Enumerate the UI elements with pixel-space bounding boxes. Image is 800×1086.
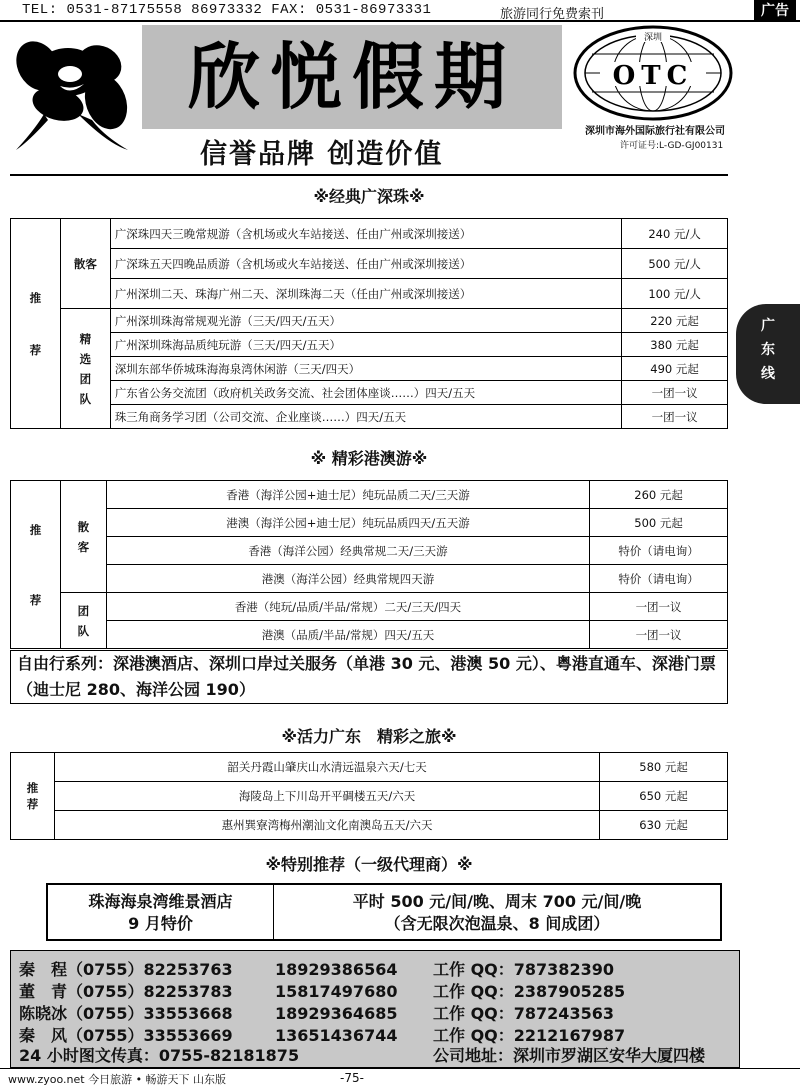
- hotel-price-line: 平时 500 元/间/晚、周末 700 元/间/晚: [352, 892, 642, 911]
- contact-mobile: 15817497680: [275, 982, 398, 1001]
- tour-name: 广州深圳珠海品质纯玩游（三天/四天/五天）: [110, 333, 621, 357]
- ad-badge: 广告: [754, 0, 796, 22]
- tag-char: 荐: [29, 592, 42, 607]
- tag-char: 推: [29, 290, 42, 305]
- side-tab-char: 广: [761, 318, 775, 334]
- special-offer-box: [46, 883, 722, 941]
- otc-globe-logo-icon: [572, 24, 734, 122]
- tour-name: 惠州巽寮湾梅州潮汕文化南澳岛五天/六天: [54, 811, 599, 840]
- page-footer: [0, 1068, 800, 1086]
- otc-top-text: 深圳: [643, 33, 663, 43]
- section-title-classic: ※经典广深珠※: [313, 187, 425, 206]
- tour-name: 香港（海洋公园）经典常规二天/三天游: [106, 537, 589, 565]
- section-title-special: ※特别推荐（一级代理商）※: [265, 855, 473, 874]
- tour-price: 260 元起: [590, 481, 728, 509]
- tour-name: 珠三角商务学习团（公司交流、企业座谈……）四天/五天: [110, 405, 621, 429]
- tour-name: 香港（海洋公园+迪士尼）纯玩品质二天/三天游: [106, 481, 589, 509]
- tour-price: 一团一议: [590, 621, 728, 649]
- slogan: 信誉品牌 创造价值: [200, 139, 444, 170]
- tour-name: 港澳（品质/半品/常规）四天/五天: [106, 621, 589, 649]
- tour-price: 一团一议: [622, 381, 728, 405]
- contact-qq: 工作 QQ：2387905285: [433, 982, 626, 1001]
- free-travel-series: 自由行系列：深港澳酒店、深圳口岸过关服务（单港 30 元、港澳 50 元）、粤港直通车、深港门票（迪士尼 280、海洋公园 190）: [10, 650, 728, 704]
- contact-qq: 工作 QQ：787243563: [433, 1004, 614, 1023]
- tour-price: 240 元/人: [622, 219, 728, 249]
- tour-name: 港澳（海洋公园+迪士尼）纯玩品质四天/五天游: [106, 509, 589, 537]
- tour-price: 特价（请电询）: [590, 537, 728, 565]
- tour-price: 630 元起: [600, 811, 728, 840]
- tag-char: 推: [29, 522, 42, 537]
- contact-name-phone: 秦 风（0755）33553669: [19, 1026, 233, 1045]
- contact-name-phone: 董 青（0755）82253783: [19, 982, 233, 1001]
- tour-price: 220 元起: [622, 309, 728, 333]
- side-tab-char: 东: [761, 342, 775, 358]
- recommend-tag: [11, 481, 61, 649]
- contact-name-phone: 秦 程（0755）82253763: [19, 960, 233, 979]
- tour-name: 广深珠五天四晚品质游（含机场或火车站接送、任由广州或深圳接送）: [110, 249, 621, 279]
- tour-price: 500 元/人: [622, 249, 728, 279]
- fax-number: 24 小时图文传真：0755-82181875: [19, 1046, 300, 1065]
- tour-name: 广州深圳二天、珠海广州二天、深圳珠海二天（任由广州或深圳接送）: [110, 279, 621, 309]
- group-label: 团队: [60, 593, 106, 649]
- recommend-tag: [11, 753, 55, 840]
- company-address: 公司地址：深圳市罗湖区安华大厦四楼: [433, 1046, 706, 1065]
- tour-price: 100 元/人: [622, 279, 728, 309]
- tour-price: 500 元起: [590, 509, 728, 537]
- tour-name: 港澳（海洋公园）经典常规四天游: [106, 565, 589, 593]
- group-label: 散客: [60, 219, 110, 309]
- tag-char: 荐: [29, 342, 42, 357]
- company-name: 深圳市海外国际旅行社有限公司: [585, 126, 725, 137]
- tag-char: 推: [26, 781, 39, 795]
- contact-name-phone: 陈晓冰（0755）33553668: [19, 1004, 233, 1023]
- contact-mobile: 18929386564: [275, 960, 398, 979]
- guangdong-tours-table: [10, 752, 728, 840]
- tour-price: 490 元起: [622, 357, 728, 381]
- brand-banner: [142, 25, 562, 129]
- tour-name: 韶关丹霞山肇庆山水清远温泉六天/七天: [54, 753, 599, 782]
- tour-name: 深圳东部华侨城珠海海泉湾休闲游（三天/四天）: [110, 357, 621, 381]
- hotel-line: 珠海海泉湾维景酒店: [88, 892, 233, 911]
- tag-char: 荐: [26, 797, 39, 811]
- tour-price: 一团一议: [590, 593, 728, 621]
- tour-price: 特价（请电询）: [590, 565, 728, 593]
- tour-price: 580 元起: [600, 753, 728, 782]
- top-contact: TEL: 0531-87175558 86973332 FAX: 0531-86973331: [22, 2, 432, 18]
- contact-mobile: 13651436744: [275, 1026, 398, 1045]
- hotel-price: [274, 885, 720, 939]
- tour-name: 广东省公务交流团（政府机关政务交流、社会团体座谈……）四天/五天: [110, 381, 621, 405]
- contact-panel: [10, 950, 740, 1068]
- free-catalog-note: 旅游同行免费索刊: [500, 7, 605, 22]
- tour-name: 广州深圳珠海常规观光游（三天/四天/五天）: [110, 309, 621, 333]
- contact-qq: 工作 QQ：787382390: [433, 960, 614, 979]
- hotel-line: 9 月特价: [128, 914, 193, 933]
- group-label: 散客: [60, 481, 106, 593]
- header-divider: [10, 174, 728, 176]
- top-bar: [0, 0, 800, 22]
- otc-text: OTC: [612, 61, 694, 91]
- hk-macau-table: [10, 480, 728, 649]
- tour-price: 380 元起: [622, 333, 728, 357]
- side-tab-char: 线: [761, 366, 775, 382]
- tour-price: 一团一议: [622, 405, 728, 429]
- tour-price: 650 元起: [600, 782, 728, 811]
- section-title-guangdong: ※活力广东 精彩之旅※: [281, 727, 457, 746]
- contact-mobile: 18929364685: [275, 1004, 398, 1023]
- page-number: -75-: [340, 1071, 364, 1085]
- flower-logo-icon: [8, 24, 140, 154]
- hotel-name: [48, 885, 274, 939]
- group-label: 精选团队: [60, 309, 110, 429]
- brand-title: 欣悦假期: [187, 34, 516, 119]
- section-title-hk-macau: ※ 精彩港澳游※: [310, 449, 428, 468]
- tour-name: 香港（纯玩/品质/半品/常规）二天/三天/四天: [106, 593, 589, 621]
- classic-tours-table: [10, 218, 728, 429]
- tour-name: 海陵岛上下川岛开平碉楼五天/六天: [54, 782, 599, 811]
- guangdong-route-tab: [736, 304, 800, 404]
- recommend-tag: [11, 219, 61, 429]
- hotel-price-line: （含无限次泡温泉、8 间成团）: [384, 914, 610, 933]
- contact-qq: 工作 QQ：2212167987: [433, 1026, 626, 1045]
- license-number: 许可证号:L-GD-GJ00131: [620, 141, 724, 151]
- tour-name: 广深珠四天三晚常规游（含机场或火车站接送、任由广州或深圳接送）: [110, 219, 621, 249]
- footer-site: www.zyoo.net 今日旅游 • 畅游天下 山东版: [8, 1073, 227, 1086]
